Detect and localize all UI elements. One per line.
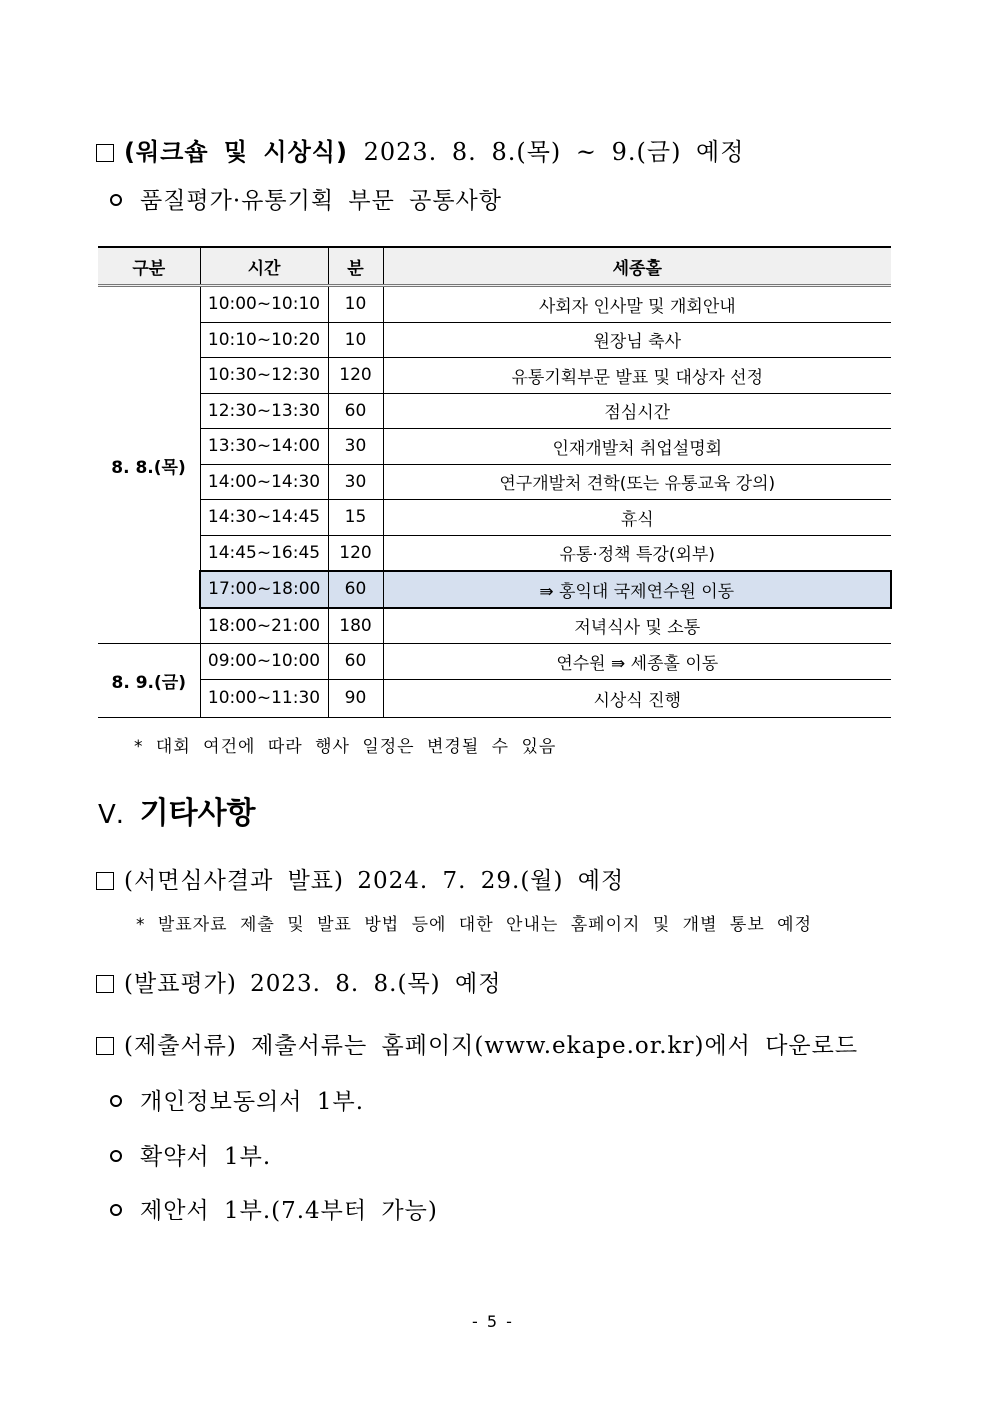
results-announcement [96, 862, 624, 895]
row-time: 17:00~18:00 [200, 571, 328, 608]
row-minutes: 30 [328, 464, 383, 500]
row-event: 연수원 ⇛ 세종홀 이동 [383, 644, 891, 680]
results-note: * 발표자료 제출 및 발표 방법 등에 대한 안내는 홈페이지 및 개별 통보 예정 [136, 915, 812, 935]
section-heading [98, 788, 256, 832]
row-time: 14:45~16:45 [200, 535, 328, 571]
table-row [98, 644, 891, 680]
row-time: 09:00~10:00 [200, 644, 328, 680]
row-time: 12:30~13:30 [200, 393, 328, 429]
section-number: Ⅴ. [98, 800, 125, 830]
row-minutes: 90 [328, 679, 383, 717]
table-row [98, 535, 891, 571]
row-minutes: 180 [328, 608, 383, 644]
workshop-subitem [110, 182, 502, 215]
row-minutes: 60 [328, 571, 383, 608]
page-number: - 5 - [472, 1312, 514, 1331]
row-minutes: 60 [328, 393, 383, 429]
row-event: 유통·정책 특강(외부) [383, 535, 891, 571]
header-minutes: 분 [328, 247, 383, 286]
section-title: 기타사항 [139, 796, 256, 831]
table-row [98, 679, 891, 717]
row-event: 원장님 축사 [383, 322, 891, 358]
checkbox-square-icon [96, 1037, 114, 1055]
row-minutes: 15 [328, 500, 383, 536]
row-time: 13:30~14:00 [200, 429, 328, 465]
document-subitem-text: 개인정보동의서 1부. [140, 1089, 364, 1115]
circle-bullet-icon [110, 1095, 122, 1107]
row-minutes: 10 [328, 322, 383, 358]
table-row [98, 322, 891, 358]
table-row-highlighted [98, 571, 891, 608]
row-event: 저녁식사 및 소통 [383, 608, 891, 644]
table-row [98, 286, 891, 323]
results-label: (서면심사결과 발표) [124, 868, 345, 894]
table-row [98, 464, 891, 500]
circle-bullet-icon [110, 1204, 122, 1216]
document-subitem [110, 1083, 364, 1116]
schedule-table [98, 246, 892, 718]
documents-text: (제출서류) 제출서류는 홈페이지(www.ekape.or.kr)에서 다운로드 [124, 1033, 859, 1059]
table-row [98, 429, 891, 465]
row-event: ⇛ 홍익대 국제연수원 이동 [383, 571, 891, 608]
row-minutes: 120 [328, 358, 383, 394]
row-minutes: 60 [328, 644, 383, 680]
workshop-label: (워크숍 및 시상식) [124, 138, 348, 166]
presentation-label: (발표평가) [124, 971, 237, 997]
circle-bullet-icon [110, 1150, 122, 1162]
table-row [98, 358, 891, 394]
workshop-subitem-text: 품질평가·유통기획 부문 공통사항 [140, 188, 502, 214]
circle-bullet-icon [110, 194, 122, 206]
row-time: 14:30~14:45 [200, 500, 328, 536]
table-header-row [98, 247, 891, 286]
table-row [98, 608, 891, 644]
row-minutes: 120 [328, 535, 383, 571]
header-category: 구분 [98, 247, 200, 286]
presentation-date: 2023. 8. 8.(목) 예정 [250, 971, 502, 997]
document-subitem [110, 1138, 271, 1171]
day2-label: 8. 9.(금) [98, 644, 200, 718]
row-time: 18:00~21:00 [200, 608, 328, 644]
documents-item [96, 1027, 858, 1060]
row-time: 10:00~10:10 [200, 286, 328, 323]
row-event: 연구개발처 견학(또는 유통교육 강의) [383, 464, 891, 500]
row-event: 점심시간 [383, 393, 891, 429]
row-event: 유통기획부문 발표 및 대상자 선정 [383, 358, 891, 394]
table-note: * 대회 여건에 따라 행사 일정은 변경될 수 있음 [134, 737, 557, 757]
presentation-eval [96, 965, 501, 998]
workshop-date: 2023. 8. 8.(목) ~ 9.(금) 예정 [363, 138, 745, 166]
row-time: 10:10~10:20 [200, 322, 328, 358]
row-event: 휴식 [383, 500, 891, 536]
header-time: 시간 [200, 247, 328, 286]
table-row [98, 393, 891, 429]
results-date: 2024. 7. 29.(월) 예정 [357, 868, 625, 894]
document-subitem-text: 확약서 1부. [140, 1144, 272, 1170]
row-event: 사회자 인사말 및 개회안내 [383, 286, 891, 323]
table-row [98, 500, 891, 536]
row-time: 10:30~12:30 [200, 358, 328, 394]
document-subitem [110, 1192, 438, 1225]
document-subitem-text: 제안서 1부.(7.4부터 가능) [140, 1198, 438, 1224]
row-event: 인재개발처 취업설명회 [383, 429, 891, 465]
row-minutes: 30 [328, 429, 383, 465]
row-time: 14:00~14:30 [200, 464, 328, 500]
row-time: 10:00~11:30 [200, 679, 328, 717]
checkbox-square-icon [96, 144, 114, 162]
checkbox-square-icon [96, 975, 114, 993]
day1-label: 8. 8.(목) [98, 286, 200, 644]
row-event: 시상식 진행 [383, 679, 891, 717]
checkbox-square-icon [96, 872, 114, 890]
row-minutes: 10 [328, 286, 383, 323]
workshop-heading [96, 132, 744, 167]
header-venue: 세종홀 [383, 247, 891, 286]
